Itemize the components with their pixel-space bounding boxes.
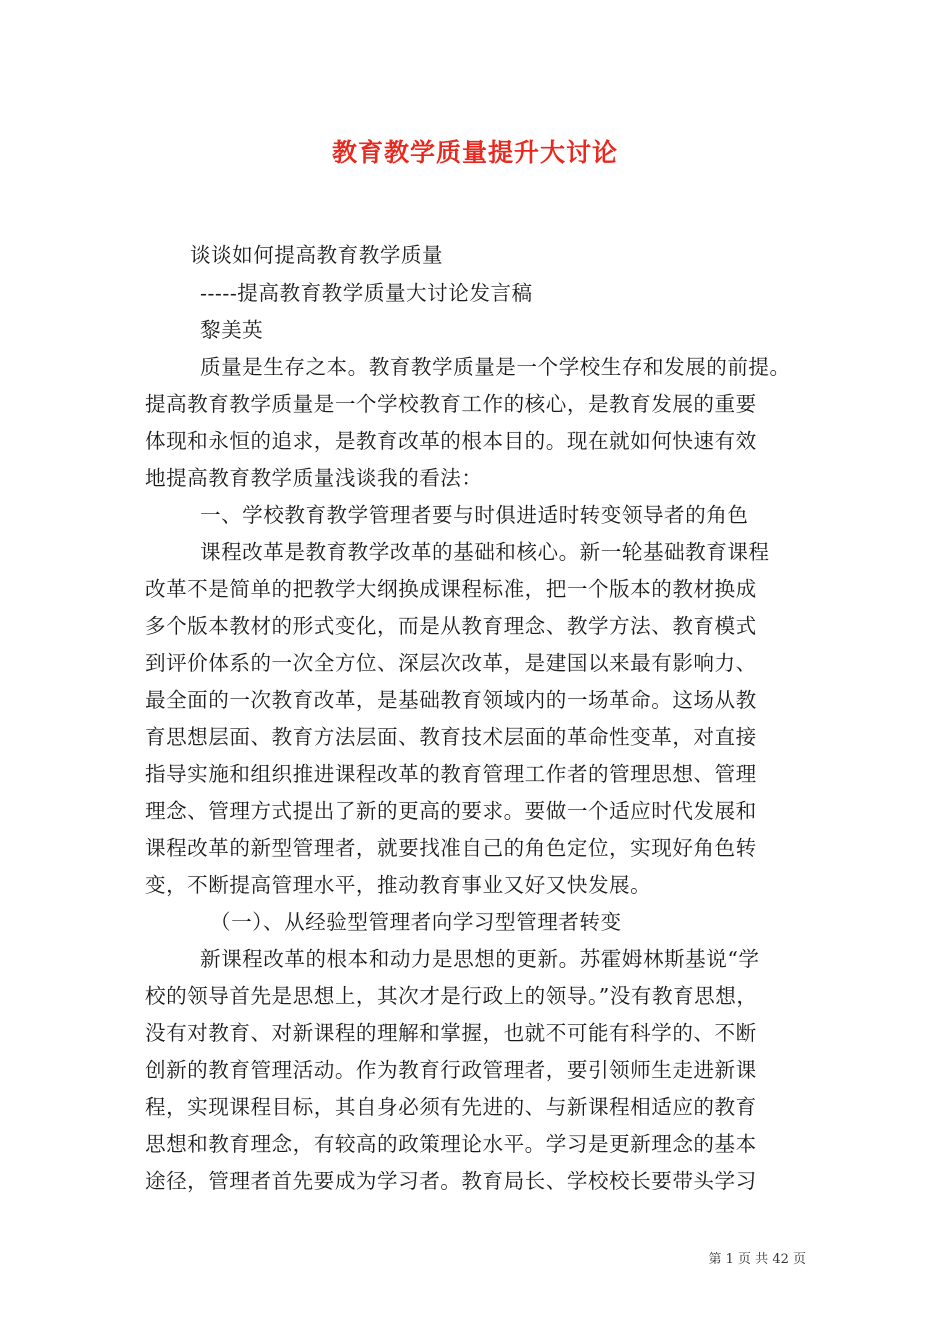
paragraph-line: 途径，管理者首先要成为学习者。教育局长、学校校长要带头学习 [145,1169,757,1193]
paragraph-line: 新课程改革的根本和动力是思想的更新。苏霍姆林斯基说“学 [200,947,760,971]
paragraph-line: 改革不是简单的把教学大纲换成课程标准，把一个版本的教材换成 [145,577,757,601]
paragraph-line: 到评价体系的一次全方位、深层次改革，是建国以来最有影响力、 [145,651,757,675]
page-number: 第 1 页 共 42 页 [708,1252,806,1267]
paragraph-line: 质量是生存之本。教育教学质量是一个学校生存和发展的前提。 [200,355,791,379]
paragraph-line: 没有对教育、对新课程的理解和掌握，也就不可能有科学的、不断 [145,1021,757,1045]
paragraph-line: 课程改革是教育教学改革的基础和核心。新一轮基础教育课程 [200,540,770,564]
paragraph-line: 程，实现课程目标，其自身必须有先进的、与新课程相适应的教育 [145,1095,757,1119]
paragraph-line: 变，不断提高管理水平，推动教育事业又好又快发展。 [145,873,652,897]
paragraph-line: 指导实施和组织推进课程改革的教育管理工作者的管理思想、管理 [145,762,757,786]
paragraph-line: 提高教育教学质量是一个学校教育工作的核心，是教育发展的重要 [145,392,757,416]
paragraph-line: 课程改革的新型管理者，就要找准自己的角色定位，实现好角色转 [145,836,757,860]
paragraph-line: 校的领导首先是思想上，其次才是行政上的领导。”没有教育思想， [145,984,758,1008]
subtitle: 谈谈如何提高教育教学质量 [190,243,444,267]
paragraph-line: 多个版本教材的形式变化，而是从教育理念、教学方法、教育模式 [145,614,757,638]
subtitle-speech: -----提高教育教学质量大讨论发言稿 [200,281,533,305]
author-name: 黎美英 [200,318,264,342]
paragraph-line: 育思想层面、教育方法层面、教育技术层面的革命性变革，对直接 [145,725,757,749]
paragraph-line: 最全面的一次教育改革，是基础教育领域内的一场革命。这场从教 [145,688,757,712]
paragraph-line: 地提高教育教学质量浅谈我的看法： [145,466,483,490]
paragraph-line: 思想和教育理念，有较高的政策理论水平。学习是更新理念的基本 [145,1132,757,1156]
subsection-heading: （一）、从经验型管理者向学习型管理者转变 [210,910,622,934]
paragraph-line: 理念、管理方式提出了新的更高的要求。要做一个适应时代发展和 [145,799,757,823]
section-heading: 一、学校教育教学管理者要与时俱进适时转变领导者的角色 [200,503,749,527]
document-title: 教育教学质量提升大讨论 [331,138,618,167]
paragraph-line: 体现和永恒的追求，是教育改革的根本目的。现在就如何快速有效 [145,429,757,453]
paragraph-line: 创新的教育管理活动。作为教育行政管理者，要引领师生走进新课 [145,1058,757,1082]
